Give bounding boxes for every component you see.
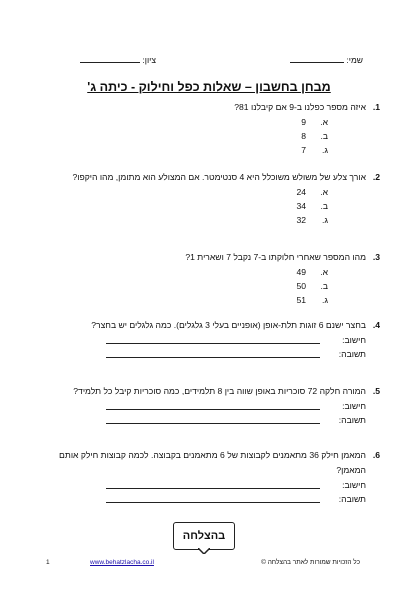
calc-label: חישוב: xyxy=(342,335,366,345)
grade-blank[interactable] xyxy=(80,53,140,63)
calc-line[interactable] xyxy=(106,488,320,489)
question-3 xyxy=(56,250,380,307)
calc-label: חישוב: xyxy=(342,480,366,490)
question-number: 2. xyxy=(372,172,380,182)
name-blank[interactable] xyxy=(290,53,344,63)
question-number: 6. xyxy=(372,450,380,460)
website-link[interactable]: www.behatzlacha.co.il xyxy=(90,559,154,566)
page-title: מבחן בחשבון – שאלות כפל וחילוק - כיתה ג' xyxy=(87,80,331,94)
answer-label: תשובה: xyxy=(338,494,366,504)
answer-line[interactable] xyxy=(106,357,320,358)
answer-row[interactable] xyxy=(56,413,366,427)
answer-row[interactable] xyxy=(56,492,366,506)
option-a[interactable]: א.24 xyxy=(296,187,328,197)
question-text: המורה חלקה 72 סוכריות באופן שווה בין 8 תלמידים, כמה סוכריות קיבל כל תלמיד? xyxy=(73,386,366,396)
calc-row[interactable] xyxy=(56,333,366,347)
options xyxy=(56,185,328,227)
option-b[interactable]: ב.8 xyxy=(301,131,328,141)
answer-label: תשובה: xyxy=(338,349,366,359)
name-field[interactable] xyxy=(290,53,363,65)
calc-row[interactable] xyxy=(56,399,366,413)
option-a[interactable]: א.49 xyxy=(296,267,328,277)
question-number: 3. xyxy=(372,252,380,262)
question-text: מהו המספר שאחרי חלוקתו ב-7 נקבל 7 ושארית 1? xyxy=(185,252,366,262)
logo: בהצלחה xyxy=(173,522,235,550)
calc-line[interactable] xyxy=(106,343,320,344)
page-number: 1 xyxy=(46,559,50,566)
option-b[interactable]: ב.34 xyxy=(296,201,328,211)
question-number: 5. xyxy=(372,386,380,396)
answer-line[interactable] xyxy=(106,423,320,424)
option-a[interactable]: א.9 xyxy=(301,117,328,127)
question-number: 4. xyxy=(372,320,380,330)
question-4 xyxy=(56,318,380,361)
question-2 xyxy=(56,170,380,227)
question-6 xyxy=(56,448,380,506)
option-b[interactable]: ב.50 xyxy=(296,281,328,291)
question-text: איזה מספר כפלנו ב-9 אם קיבלנו 81? xyxy=(234,102,366,112)
question-number: 1. xyxy=(372,102,380,112)
name-label: שמי: xyxy=(346,55,363,65)
answer-line[interactable] xyxy=(106,502,320,503)
calc-line[interactable] xyxy=(106,409,320,410)
question-1 xyxy=(56,100,380,157)
copyright-notice: כל הזכויות שמורות לאתר בהצלחה © xyxy=(261,559,360,566)
question-5 xyxy=(56,384,380,427)
options xyxy=(56,265,328,307)
options xyxy=(56,115,328,157)
option-c[interactable]: ג.7 xyxy=(301,145,328,155)
logo-pointer-icon xyxy=(198,548,210,554)
grade-label: ציון: xyxy=(142,55,156,65)
answer-label: תשובה: xyxy=(338,415,366,425)
option-c[interactable]: ג.51 xyxy=(296,295,328,305)
calc-label: חישוב: xyxy=(342,401,366,411)
calc-row[interactable] xyxy=(56,478,366,492)
answer-row[interactable] xyxy=(56,347,366,361)
question-text: המאמן חילק 36 מתאמנים לקבוצות של 6 מתאמנים בקבוצה. לכמה קבוצות חילק אותם המאמן? xyxy=(59,450,366,475)
question-text: אורך צלע של משולש משוכלל היא 4 סנטימטר. אם המצולע הוא מתומן, מהו היקפו? xyxy=(72,172,366,182)
question-text: בחצר ישנם 6 זוגות תלת-אופן (אופניים בעלי 3 גלגלים). כמה גלגלים יש בחצר? xyxy=(91,320,366,330)
grade-field[interactable] xyxy=(80,53,156,65)
option-c[interactable]: ג.32 xyxy=(296,215,328,225)
